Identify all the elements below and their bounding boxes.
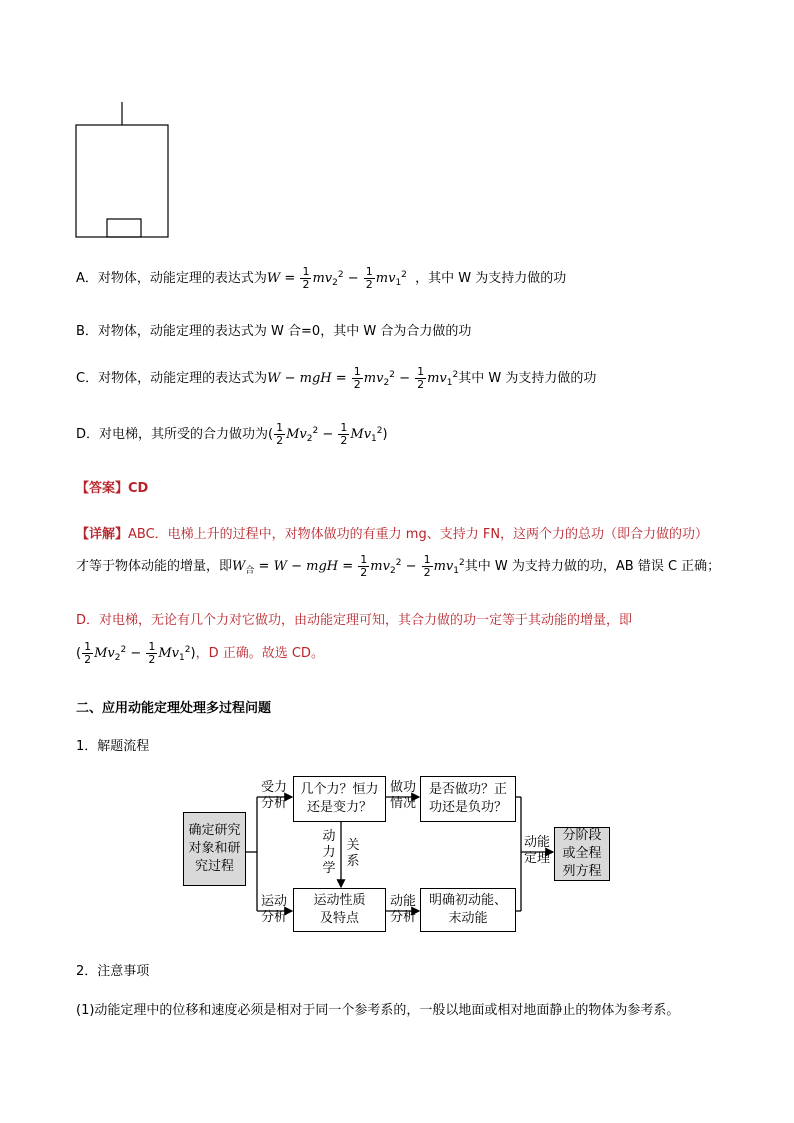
flow-relation-label: 关系 [346, 838, 360, 869]
flow-dynamics-label: 动力学 [322, 829, 336, 876]
flow-theorem-label: 动能定理 [523, 835, 550, 866]
option-c: C．对物体，动能定理的表达式为W − mgH = $\frac{1}{2}$ $mv_2^2$ − $\frac{1}{2}$ $mv_1^2$其中 W 为支持力做的功 [76, 365, 597, 391]
flow-q-work-box: 是否做功？正功还是负功？ [420, 776, 516, 822]
flow-motion-label: 运动分析 [260, 894, 287, 925]
option-a-prefix: A．对物体，动能定理的表达式为 [76, 271, 267, 286]
flow-force-label: 受力分析 [260, 780, 287, 811]
detail-line-3: D．对电梯，无论有几个力对它做功，由动能定理可知，其合力做的功一定等于其动能的增量，即 [76, 613, 633, 628]
detail-line-2: 才等于物体动能的增量，即$W_合 = W$ − mgH = $\frac{1}{2}$ $mv_2^2$ − $\frac{1}{2}$ $mv_1^2$其中 W 为支持力做的功，AB 错误 C 正确； [76, 553, 721, 579]
detail-text-4: ，D 正确。故选 CD。 [195, 646, 324, 661]
detail-text-2-suffix: 其中 W 为支持力做的功，AB 错误 C 正确； [464, 559, 721, 574]
detail-label: 【详解】 [76, 527, 129, 542]
flow-ke-box: 明确初动能、末动能 [420, 888, 516, 932]
answer-value: CD [128, 481, 149, 496]
option-c-suffix: 其中 W 为支持力做的功 [458, 371, 597, 386]
flow-start-box: 确定研究对象和研究过程 [183, 812, 246, 886]
option-c-prefix: C．对物体，动能定理的表达式为 [76, 371, 268, 386]
option-d: D．对电梯，其所受的合力做功为( $\frac{1}{2}$ $Mv_2^2$ − $\frac{1}{2}$ $Mv_1^2$) [76, 421, 388, 447]
section-heading: 二、应用动能定理处理多过程问题 [76, 701, 272, 716]
option-a-suffix: ，其中 W 为支持力做的功 [415, 271, 567, 286]
flow-work-label: 做功情况 [389, 780, 416, 811]
item-1: 1．解题流程 [76, 739, 150, 754]
flow-ke-label: 动能分析 [389, 894, 416, 925]
answer-line [76, 477, 148, 496]
detail-line-1 [76, 523, 708, 542]
item-2: 2．注意事项 [76, 964, 150, 979]
note-1: (1)动能定理中的位移和速度必须是相对于同一个参考系的，一般以地面或相对地面静止的物体为参考系。 [76, 1003, 680, 1018]
flow-q-force-box: 几个力？恒力还是变力？ [293, 776, 386, 822]
flow-motion-box: 运动性质及特点 [293, 888, 386, 932]
option-d-prefix: D．对电梯，其所受的合力做功为 [76, 427, 269, 442]
option-a: A．对物体，动能定理的表达式为W = $\frac{1}{2}$ $mv_2^2$ − $\frac{1}{2}$ $mv_1^2$ ，其中 W 为支持力做的功 [76, 265, 567, 291]
detail-text-2-prefix: 才等于物体动能的增量，即 [76, 559, 233, 574]
flow-end-box: 分阶段或全程列方程 [554, 827, 610, 881]
detail-text-1: ABC．电梯上升的过程中，对物体做功的有重力 mg、支持力 FN，这两个力的总功（即合力做的功） [128, 527, 709, 542]
answer-label: 【答案】 [76, 481, 129, 496]
detail-line-4: ( $\frac{1}{2}$ $Mv_2^2$ − $\frac{1}{2}$ $Mv_1^2$)，D 正确。故选 CD。 [76, 640, 324, 666]
elevator-diagram [70, 96, 180, 242]
option-b: B．对物体，动能定理的表达式为 W 合=0，其中 W 合为合力做的功 [76, 324, 472, 339]
